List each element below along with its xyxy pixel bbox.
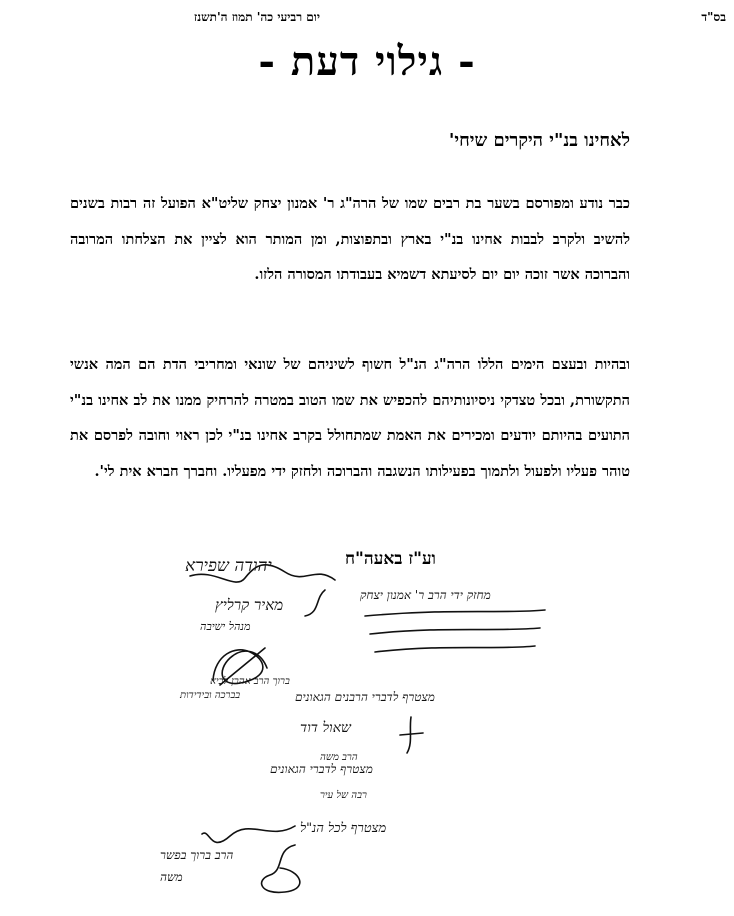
signature-10: הרב ברוך בפשר: [160, 848, 234, 862]
signature-8-title: רבה של עיר: [320, 790, 367, 801]
paragraph-2: ובהיות ובעצם הימים הללו הרה"ג הנ"ל חשוף לשיניהם של שונאי ומחריבי הדת הם המה אנשי התקשורת, ובכל טצדקי ניסיונותיהם להכפיש את שמו הטוב במטרה להרחיק ממנו את לב אחינו בנ"י התועים בהיותם יודעים ומכירים את האמת שמתחולל בקרב אחינו בנ"י לכן ראוי וחובה לפרסם את טוהר פעליו ולפעול ולתמוך בפעילותו הנשגבה והברוכה ולחזק ידי מפעליו. וחברך חברא אית לי'.: [70, 356, 630, 480]
signature-9: מצטרף לכל הנ"ל: [300, 821, 387, 836]
closing-line: וע"ז באעה"ח: [345, 549, 436, 569]
paragraph-1: כבר נודע ומפורסם בשער בת רבים שמו של הרה"ג ר' אמנון יצחק שליט"א הפועל זה רבות בשנים להשיב ולקרב לבבות אחינו בנ"י בארץ ובתפוצות, ומן המותר הוא לציין את הצלחתו המרובה והברוכה אשר זוכה יום יום לסיעתא דשמיא בעבודתו המסורה הלזו.: [70, 195, 630, 283]
signature-2-flourish: [300, 588, 330, 618]
signature-7: הרב משה: [320, 752, 358, 763]
signature-3-extra: בברכה ובידידות: [180, 690, 241, 701]
greeting-line: לאחינו בנ"י היקרים שיחי': [448, 130, 630, 151]
signature-4: מחזק ידי הרב ר' אמנון יצחק: [360, 588, 491, 602]
signature-6-mark: [395, 715, 425, 755]
signature-1: יהודה שפירא: [185, 556, 272, 576]
document-title: - גילוי דעת -: [258, 38, 476, 85]
document-date: יום רביעי כה' תמוז ה'תשנז: [193, 10, 320, 24]
signature-3-title: ברוך הרב אהרן לביא: [210, 676, 290, 687]
signature-1-scribble: [185, 560, 345, 590]
signature-2: מאיר קרליץ: [215, 596, 284, 614]
signature-4-lines: [355, 602, 555, 662]
bsd-header: בס"ד: [701, 10, 726, 24]
signature-6: שאול דוד: [300, 720, 351, 736]
signature-10-scribble: [255, 840, 305, 900]
signature-8: מצטרף לדברי הגאונים: [270, 762, 373, 776]
signature-5: מצטרף לדברי הרבנים הגאונים: [295, 690, 435, 704]
signature-2-title: מנהל ישיבה: [200, 620, 251, 633]
signature-10-name: משה: [160, 870, 183, 884]
